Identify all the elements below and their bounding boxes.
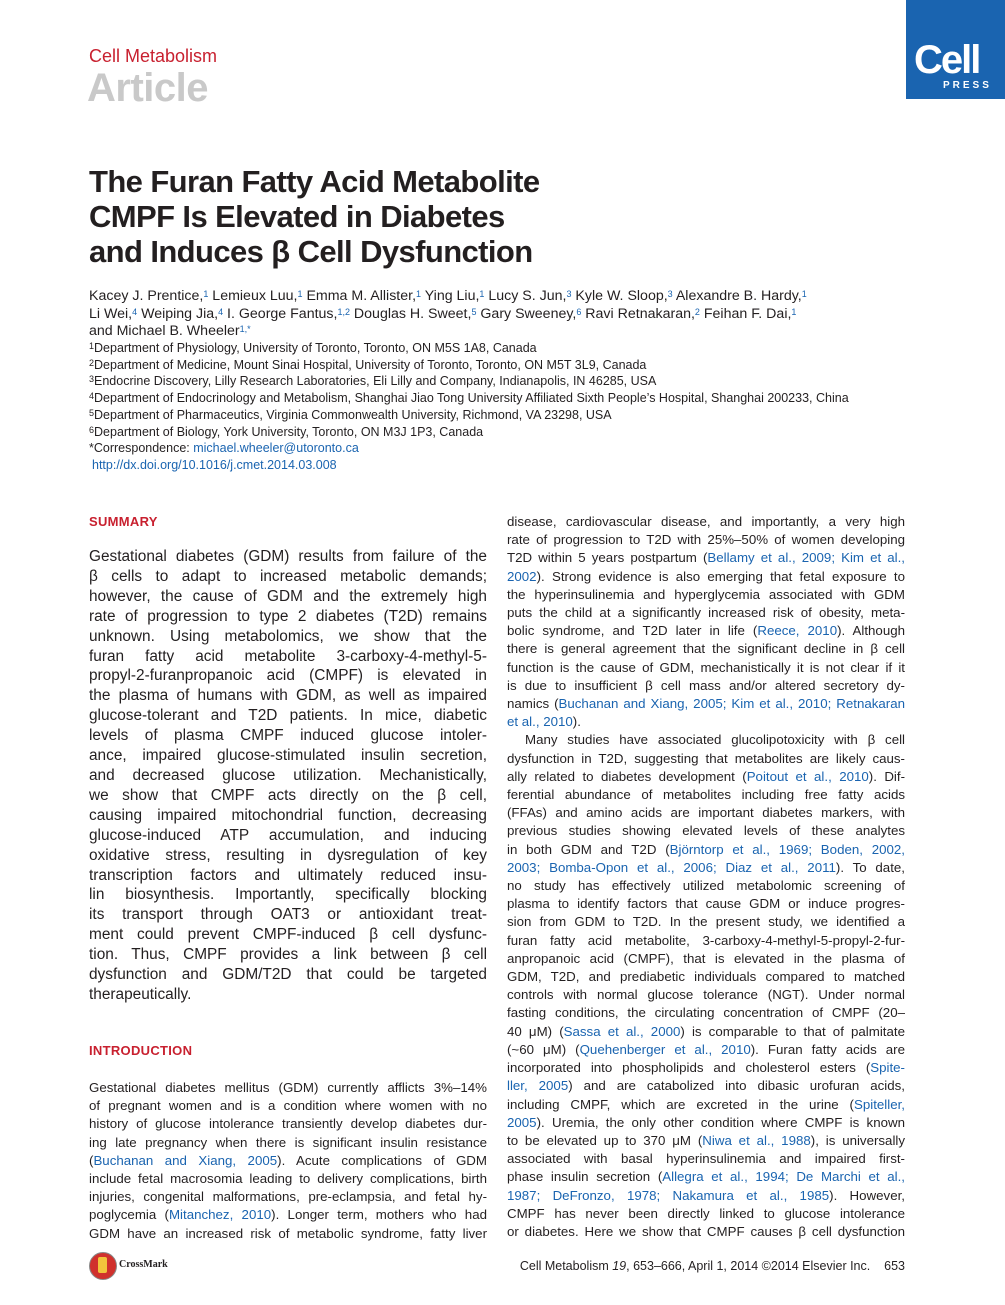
text-line xyxy=(507,1187,905,1205)
text-line xyxy=(507,950,905,968)
text-line xyxy=(89,1170,487,1188)
author-name: Kyle W. Sloop, xyxy=(571,288,668,304)
text-line xyxy=(507,895,905,913)
author-name: Weiping Jia, xyxy=(137,305,219,322)
citation-link[interactable]: 2003; Bomba-Opon et al., 2006; Diaz et al., 2011 xyxy=(507,859,836,875)
text-line xyxy=(507,786,905,804)
summary-line: levels of plasma CMPF induced glucose intoler- xyxy=(89,727,487,745)
affiliation-text: Department of Endocrinology and Metabolism, Shanghai Jiao Tong University Affiliated Sixth People’s Hospital, Shanghai 200233, China xyxy=(94,391,849,406)
text-line xyxy=(507,1168,905,1186)
text-segment: 40 μM) ( xyxy=(507,1023,564,1039)
citation-link[interactable]: Björntorp et al., 1969; Boden, 2002, xyxy=(669,841,906,857)
summary-line: furan fatty acid metabolite 3-carboxy-4-methyl-5- xyxy=(89,647,487,665)
affiliation xyxy=(89,340,919,357)
text-line xyxy=(507,549,905,567)
author-affiliation-mark[interactable]: 1 xyxy=(801,289,807,299)
text-segment: fasting conditions, the circulating concentration of CMPF (20– xyxy=(507,1005,905,1021)
text-line xyxy=(507,913,905,931)
text-segment: anpropanoic acid (CMPF), that is elevated in the plasma of xyxy=(507,950,905,966)
text-segment: poglycemia ( xyxy=(89,1207,169,1223)
crossmark-label: CrossMark xyxy=(119,1259,168,1270)
text-segment: ) is comparable to that of palmitate xyxy=(680,1023,905,1039)
author-name: Kacey J. Prentice, xyxy=(89,288,204,304)
affiliation xyxy=(89,424,919,441)
summary-line: rate of progression to type 2 diabetes (T2D) remains xyxy=(89,607,487,625)
text-line xyxy=(507,877,905,895)
text-line xyxy=(89,1115,487,1133)
affiliation xyxy=(89,390,919,407)
text-segment: disease, cardiovascular disease, and importantly, a very high xyxy=(507,514,905,529)
summary-line: the plasma of humans with GDM, as well as impaired xyxy=(89,687,487,705)
text-segment: CMPF has never been directly linked to glucose intolerance xyxy=(507,1205,905,1221)
correspondence-email[interactable]: michael.wheeler@utoronto.ca xyxy=(193,441,359,456)
text-line xyxy=(507,1205,905,1223)
correspondence: *Correspondence: michael.wheeler@utoronto.ca xyxy=(89,441,359,456)
text-line xyxy=(507,513,905,531)
text-line xyxy=(507,750,905,768)
text-line xyxy=(507,841,905,859)
text-line xyxy=(507,640,905,658)
text-segment: phase insulin secretion ( xyxy=(507,1169,663,1185)
text-segment: ). Although xyxy=(837,623,906,639)
summary-line: dysfunction and GDM/T2D that could be targeted xyxy=(89,966,487,984)
text-segment: (~60 μM) ( xyxy=(507,1041,580,1057)
cell-press-logo xyxy=(906,0,1005,99)
text-segment: furan fatty acid metabolite, 3-carboxy-4-methyl-5-propyl-2-fur- xyxy=(507,932,905,948)
text-segment: ferential abundance of metabolites including free fatty acids xyxy=(507,787,905,803)
affiliation xyxy=(89,357,919,374)
author-line xyxy=(89,288,919,306)
page-footer: Cell Metabolism 19, 653–666, April 1, 2014 ©2014 Elsevier Inc. 653 xyxy=(519,1259,905,1273)
author-name: Ying Liu, xyxy=(421,288,480,304)
text-line xyxy=(507,1059,905,1077)
summary-line: lin biosynthesis. Importantly, specifically blocking xyxy=(89,886,487,904)
text-segment: ). Furan fatty acids are xyxy=(750,1041,905,1057)
text-segment: Gestational diabetes mellitus (GDM) currently afflicts 3%–14% xyxy=(89,1080,487,1095)
text-line xyxy=(507,1041,905,1059)
summary-line: tion. Thus, CMPF provides a link between β cell xyxy=(89,946,487,964)
text-line xyxy=(507,713,905,731)
title-line: The Furan Fatty Acid Metabolite xyxy=(89,164,540,199)
text-segment: or diabetes. Here we show that CMPF causes β cell dysfunction xyxy=(507,1223,905,1239)
affiliation-text: Department of Medicine, Mount Sinai Hospital, University of Toronto, Toronto, ON M5T 3L9, Canada xyxy=(94,357,647,372)
citation-link[interactable]: Buchanan and Xiang, 2005 xyxy=(93,1152,278,1168)
text-segment: ). Strong evidence is also emerging that fetal exposure to xyxy=(536,568,905,584)
title-line: CMPF Is Elevated in Diabetes xyxy=(89,199,505,234)
text-line xyxy=(507,1096,905,1114)
text-line xyxy=(507,731,905,749)
author-list xyxy=(89,288,919,341)
text-line xyxy=(507,1150,905,1168)
affiliation-number: 4 xyxy=(89,391,95,402)
author-name: and Michael B. Wheeler xyxy=(89,323,240,339)
citation-link[interactable]: Quehenberger et al., 2010 xyxy=(579,1041,751,1057)
text-line xyxy=(507,768,905,786)
citation-link[interactable]: ller, 2005 xyxy=(507,1078,569,1094)
author-affiliation-mark[interactable]: 1,* xyxy=(239,324,251,334)
author-name: I. George Fantus, xyxy=(223,305,338,322)
author-affiliation-mark[interactable]: 1 xyxy=(791,306,797,317)
text-segment: previous studies showing elevated levels of these analytes xyxy=(507,823,905,839)
text-line xyxy=(89,1079,487,1097)
author-affiliation-mark[interactable]: 1,2 xyxy=(337,306,350,317)
logo-press: PRESS xyxy=(943,80,992,91)
text-line xyxy=(507,822,905,840)
citation-link[interactable]: Poitout et al., 2010 xyxy=(746,768,869,784)
author-name: Feihan F. Dai, xyxy=(699,305,792,322)
text-segment: is due to insufficient β cell mass and/or altered secretory dy- xyxy=(507,677,905,693)
page-number: 653 xyxy=(884,1259,905,1273)
text-line xyxy=(507,1114,905,1132)
text-segment: associated with basal hyperinsulinemia and impaired first- xyxy=(507,1151,905,1167)
affiliation-number: 5 xyxy=(89,407,95,418)
summary-line: therapeutically. xyxy=(89,985,192,1003)
text-segment: there is general agreement that the significant decline in β cell xyxy=(507,641,905,657)
text-line xyxy=(507,622,905,640)
author-line xyxy=(89,306,919,324)
author-name: Alexandre B. Hardy, xyxy=(672,288,802,304)
author-name: Ravi Retnakaran, xyxy=(581,305,695,322)
citation-link[interactable]: Reece, 2010 xyxy=(757,623,838,639)
affiliation-text: Department of Physiology, University of Toronto, Toronto, ON M5S 1A8, Canada xyxy=(94,341,537,355)
citation-link[interactable]: Allegra et al., 1994; De Marchi et al., xyxy=(662,1169,905,1185)
affiliation-number: 2 xyxy=(89,357,95,368)
text-segment: ally related to diabetes development ( xyxy=(507,768,747,784)
affiliation xyxy=(89,407,919,424)
citation-link[interactable]: 2002 xyxy=(507,568,537,584)
text-segment: in both GDM and T2D ( xyxy=(507,841,670,857)
text-segment: ). Uremia, the only other condition where CMPF is known xyxy=(536,1114,905,1130)
text-line xyxy=(89,1188,487,1206)
introduction-heading: INTRODUCTION xyxy=(89,1043,193,1058)
paper-title xyxy=(89,164,689,269)
summary-line: glucose-induced ATP accumulation, and inducing xyxy=(89,826,487,844)
text-line xyxy=(507,695,905,713)
text-segment: injuries, congenital malformations, pre-eclampsia, and fetal hy- xyxy=(89,1189,487,1205)
summary-line: unknown. Using metabolomics, we show that the xyxy=(89,627,487,645)
text-segment: to be elevated up to 370 μM ( xyxy=(507,1132,703,1148)
summary-line: causing impaired mitochondrial function, decreasing xyxy=(89,806,487,824)
text-segment: ). However, xyxy=(829,1187,905,1203)
text-segment: no study has effectively utilized metabolomic screening of xyxy=(507,878,905,894)
summary-line: Gestational diabetes (GDM) results from failure of the xyxy=(89,548,487,565)
affiliation xyxy=(89,373,919,390)
text-segment: ). Acute complications of GDM xyxy=(277,1152,487,1168)
logo-word: Cell xyxy=(914,38,980,82)
citation-link[interactable]: Buchanan and Xiang, 2005; Kim et al., 2010; Retnakaran xyxy=(558,696,905,712)
author-affiliation-mark[interactable]: 5 xyxy=(471,306,477,317)
text-segment: ). xyxy=(572,714,581,730)
summary-line: β cells to adapt to increased metabolic demands; xyxy=(89,567,487,585)
summary-heading: SUMMARY xyxy=(89,514,158,529)
author-affiliation-mark[interactable]: 4 xyxy=(218,306,224,317)
author-name: Gary Sweeney, xyxy=(476,305,577,322)
summary-line: and decreased glucose utilization. Mechanistically, xyxy=(89,766,487,784)
text-segment: controls with normal glucose tolerance (NGT). Under normal xyxy=(507,987,905,1003)
text-line xyxy=(507,859,905,877)
author-name: Li Wei, xyxy=(89,305,133,322)
footer-volume: 19 xyxy=(612,1259,627,1273)
text-line xyxy=(507,1023,905,1041)
summary-line: ment could prevent CMPF-induced β cell dysfunc- xyxy=(89,926,487,944)
text-segment: puts the child at a significantly increased risk of obesity, meta- xyxy=(507,605,905,621)
affiliation-number: 1 xyxy=(89,341,95,351)
author-affiliation-mark[interactable]: 1 xyxy=(479,289,485,299)
article-type: Article xyxy=(87,66,208,110)
author-affiliation-mark[interactable]: 6 xyxy=(576,306,582,317)
citation-link[interactable]: Spite- xyxy=(870,1060,905,1076)
text-line xyxy=(507,677,905,695)
citation-link[interactable]: Niwa et al., 1988 xyxy=(702,1132,811,1148)
summary-line: propyl-2-furanpropanoic acid (CMPF) is elevated in xyxy=(89,667,487,685)
author-affiliation-mark[interactable]: 1 xyxy=(416,289,422,299)
author-line xyxy=(89,323,919,341)
text-line xyxy=(507,932,905,950)
text-segment: ), is universally xyxy=(810,1132,906,1148)
author-name: Lucy S. Jun, xyxy=(484,288,567,304)
citation-link[interactable]: et al., 2010 xyxy=(507,714,573,730)
summary-line: oxidative stress, resulting in dysregulation of key xyxy=(89,846,487,864)
text-segment: ). Longer term, mothers who had xyxy=(271,1207,487,1223)
citation-link[interactable]: Bellamy et al., 2009; Kim et al., xyxy=(707,550,905,566)
summary-line: transcription factors and ultimately reduced insu- xyxy=(89,866,487,884)
text-segment: rate of progression to T2D with 25%–50% of women developing xyxy=(507,532,905,548)
affiliation-number: 6 xyxy=(89,424,95,435)
text-segment: Many studies have associated glucolipotoxicity with β cell xyxy=(525,732,905,748)
author-affiliation-mark[interactable]: 3 xyxy=(667,289,673,299)
text-segment: bolic syndrome, and T2D later in life ( xyxy=(507,623,758,639)
summary-line: ance, impaired glucose-stimulated insulin secretion, xyxy=(89,747,487,765)
text-segment: namics ( xyxy=(507,696,559,712)
text-segment: of pregnant women and is a condition where women with no xyxy=(89,1098,487,1114)
text-segment: ing late pregnancy when there is significant insulin resistance xyxy=(89,1134,487,1150)
text-segment: including CMPF, which are excreted in the urine ( xyxy=(507,1096,854,1112)
text-line xyxy=(507,1004,905,1022)
text-segment: GDM have an increased risk of metabolic syndrome, fatty liver xyxy=(89,1225,487,1241)
summary-line: its transport through OAT3 or antioxidant treat- xyxy=(89,906,487,924)
affiliation-text: Department of Biology, York University, Toronto, ON M3J 1P3, Canada xyxy=(94,424,484,439)
author-name: Douglas H. Sweet, xyxy=(349,305,472,322)
text-line xyxy=(507,1077,905,1095)
text-line xyxy=(507,604,905,622)
text-segment: the hyperinsulinemia and hyperglycemia associated with GDM xyxy=(507,586,905,602)
text-segment: ). Dif- xyxy=(868,768,906,784)
text-segment: history of glucose intolerance transiently develop diabetes dur- xyxy=(89,1116,487,1132)
text-segment: plasma to identify factors that cause GDM or induce progres- xyxy=(507,896,905,912)
text-line xyxy=(89,1225,487,1243)
text-segment: dysfunction in T2D, suggesting that metabolites are likely caus- xyxy=(507,750,905,766)
right-column-text xyxy=(507,513,905,1241)
affiliation-text: Department of Pharmaceutics, Virginia Commonwealth University, Richmond, VA 23298, USA xyxy=(94,407,612,422)
text-segment: GDM, T2D, and prediabetic individuals compared to matched xyxy=(507,969,905,985)
summary-text xyxy=(89,547,487,1005)
crossmark-icon xyxy=(89,1252,117,1280)
introduction-text xyxy=(89,1079,487,1243)
citation-link[interactable]: Spiteller, xyxy=(854,1096,905,1112)
text-line xyxy=(89,1134,487,1152)
summary-line: glucose-tolerant and T2D patients. In mice, diabetic xyxy=(89,707,487,725)
text-segment: include fetal macrosomia leading to delivery complications, birth xyxy=(89,1171,487,1187)
doi-link[interactable]: http://dx.doi.org/10.1016/j.cmet.2014.03.008 xyxy=(92,457,337,472)
text-segment: T2D within 5 years postpartum ( xyxy=(507,550,708,566)
text-line xyxy=(507,986,905,1004)
text-line xyxy=(89,1152,487,1170)
author-affiliation-mark[interactable]: 3 xyxy=(566,289,572,299)
affiliation-list xyxy=(89,340,919,474)
author-name: Emma M. Allister, xyxy=(302,288,417,304)
text-line xyxy=(507,804,905,822)
text-line xyxy=(507,531,905,549)
text-line xyxy=(89,1206,487,1224)
text-line xyxy=(507,1132,905,1150)
text-segment: sion from GDM to T2D. In the present study, we identified a xyxy=(507,914,905,930)
citation-link[interactable]: Mitanchez, 2010 xyxy=(168,1207,272,1223)
author-affiliation-mark[interactable]: 4 xyxy=(132,306,138,317)
text-line xyxy=(507,586,905,604)
text-line xyxy=(507,968,905,986)
affiliation-number: 3 xyxy=(89,374,95,385)
text-segment: function is the cause of GDM, mechanistically it is not clear if it xyxy=(507,659,905,675)
author-affiliation-mark[interactable]: 1 xyxy=(203,289,209,299)
summary-line: however, the cause of GDM and the extremely high xyxy=(89,587,487,605)
author-affiliation-mark[interactable]: 2 xyxy=(694,306,700,317)
text-line xyxy=(507,1223,905,1241)
text-segment: (FFAs) and amino acids are important diabetes markers, with xyxy=(507,805,905,821)
text-segment: ). To date, xyxy=(835,859,905,875)
title-line: and Induces β Cell Dysfunction xyxy=(89,234,533,269)
author-affiliation-mark[interactable]: 1 xyxy=(297,289,303,299)
author-name: Lemieux Luu, xyxy=(208,288,298,304)
journal-name: Cell Metabolism xyxy=(89,46,218,66)
affiliation-text: Endocrine Discovery, Lilly Research Laboratories, Eli Lilly and Company, Indianapolis, IN 46285, USA xyxy=(94,374,657,389)
citation-link[interactable]: Sassa et al., 2000 xyxy=(563,1023,681,1039)
text-segment: ) and are catabolized into dibasic urofuran acids, xyxy=(568,1078,905,1094)
text-segment: incorporated into phospholipids and cholesterol esters ( xyxy=(507,1060,871,1076)
text-segment: ( xyxy=(89,1152,94,1168)
text-line xyxy=(507,659,905,677)
text-line xyxy=(89,1097,487,1115)
citation-link[interactable]: 1987; DeFronzo, 1978; Nakamura et al., 1985 xyxy=(507,1187,830,1203)
text-line xyxy=(507,568,905,586)
citation-link[interactable]: 2005 xyxy=(507,1114,537,1130)
summary-line: we show that CMPF acts directly on the β cell, xyxy=(89,786,487,804)
